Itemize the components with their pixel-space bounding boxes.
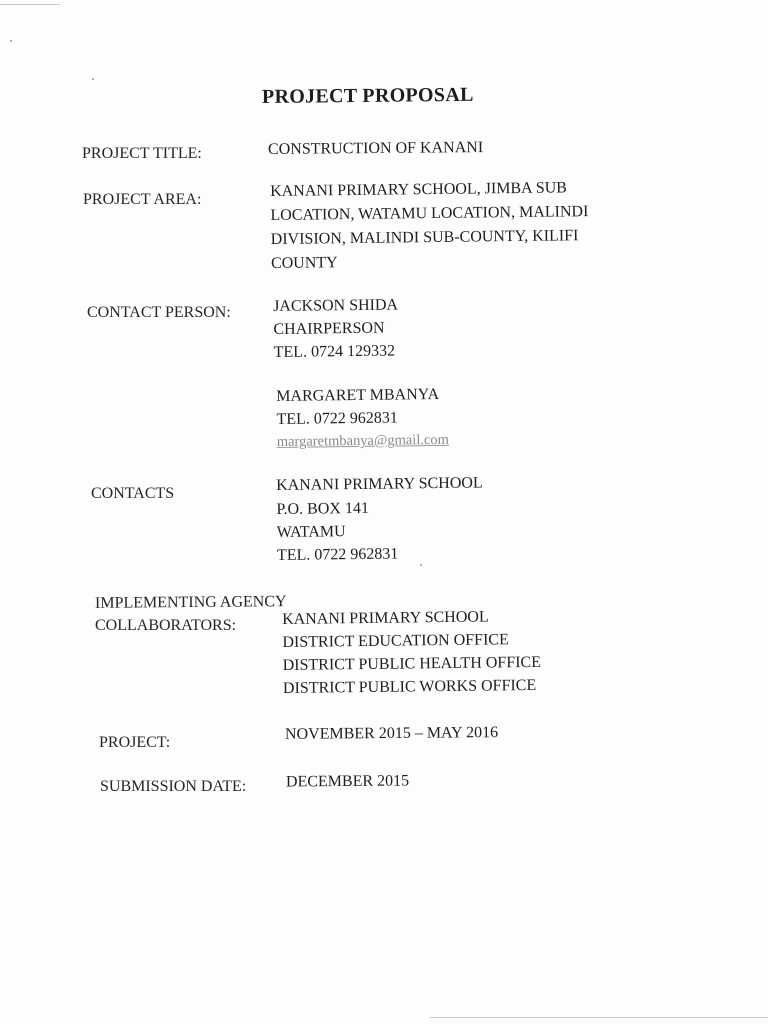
- document-title: PROJECT PROPOSAL: [261, 83, 474, 108]
- contacts-line: P.O. BOX 141: [276, 499, 369, 518]
- collaborator-item: DISTRICT EDUCATION OFFICE: [282, 631, 509, 651]
- collaborators-value: [282, 604, 603, 708]
- project-area-label: PROJECT AREA:: [83, 191, 202, 208]
- submission-date-label: SUBMISSION DATE:: [100, 778, 247, 795]
- contact-person-label: CONTACT PERSON:: [87, 304, 231, 321]
- implementing-agency-label: IMPLEMENTING AGENCY: [94, 593, 287, 612]
- submission-date-value: DECEMBER 2015: [285, 772, 410, 791]
- contact-phone: TEL. 0724 129332: [273, 342, 396, 361]
- project-period-label: PROJECT:: [99, 734, 171, 751]
- collaborators-label: COLLABORATORS:: [95, 617, 237, 634]
- scan-speck: [10, 40, 12, 42]
- secondary-contact-name: MARGARET MBANYA: [276, 385, 440, 405]
- contact-person-value: [273, 291, 575, 455]
- contact-name: JACKSON SHIDA: [273, 296, 399, 315]
- contact-role: CHAIRPERSON: [273, 319, 385, 338]
- contacts-line: KANANI PRIMARY SCHOOL: [276, 474, 483, 494]
- scan-edge-top: [0, 4, 60, 5]
- collaborator-item: KANANI PRIMARY SCHOOL: [282, 608, 489, 628]
- project-area-line: LOCATION, WATAMU LOCATION, MALINDI: [270, 203, 589, 224]
- scan-speck: [92, 78, 94, 80]
- project-title-label: PROJECT TITLE:: [82, 145, 202, 162]
- project-area-line: DIVISION, MALINDI SUB-COUNTY, KILIFI: [270, 227, 579, 248]
- contacts-label: CONTACTS: [91, 485, 175, 502]
- contacts-line: WATAMU: [276, 523, 346, 541]
- contact-email-link[interactable]: margaretmbanya@gmail.com: [276, 431, 450, 450]
- contacts-value: [276, 470, 577, 574]
- project-period-value: NOVEMBER 2015 – MAY 2016: [284, 724, 499, 743]
- collaborator-item: DISTRICT PUBLIC WORKS OFFICE: [282, 676, 537, 697]
- scan-edge-bottom: [430, 1017, 768, 1018]
- project-area-line: COUNTY: [270, 254, 338, 272]
- collaborator-item: DISTRICT PUBLIC HEALTH OFFICE: [282, 653, 542, 674]
- project-area-value: [270, 175, 671, 280]
- project-title-value: CONSTRUCTION OF KANANI: [267, 139, 484, 158]
- secondary-contact-phone: TEL. 0722 962831: [276, 409, 398, 428]
- project-area-line: KANANI PRIMARY SCHOOL, JIMBA SUB: [270, 179, 568, 200]
- contacts-line: TEL. 0722 962831: [276, 545, 399, 564]
